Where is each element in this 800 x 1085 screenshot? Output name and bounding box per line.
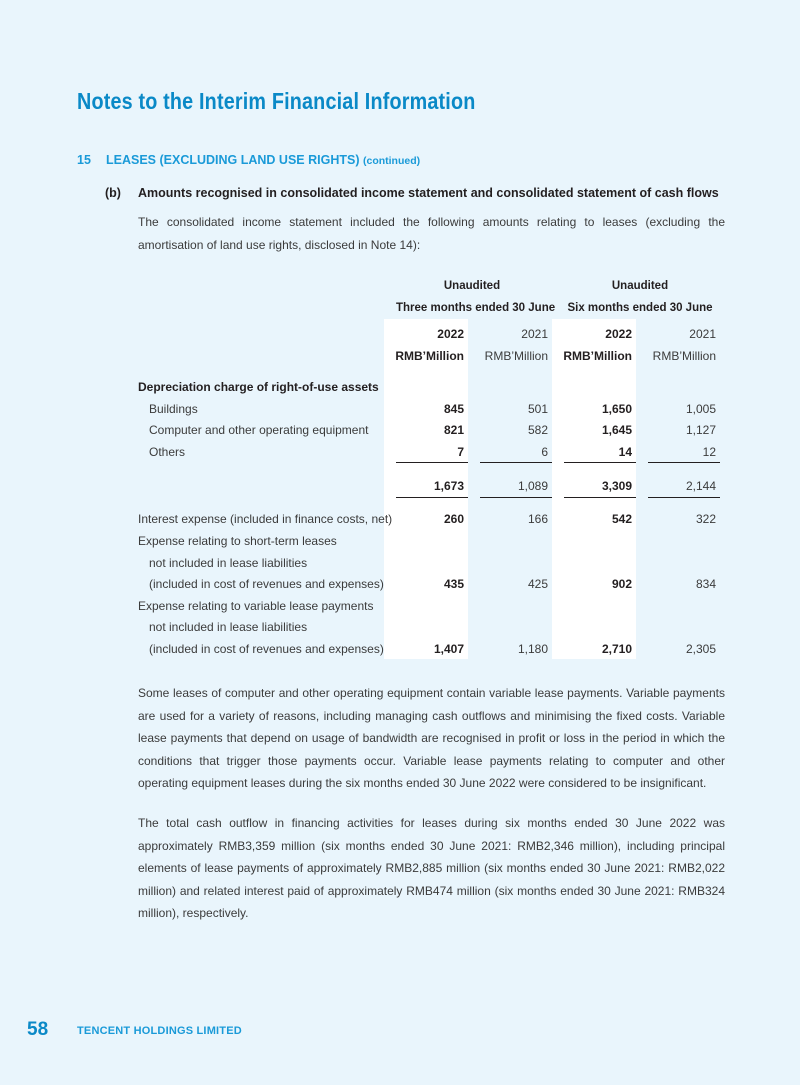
section-heading bbox=[77, 153, 420, 167]
subtotal-rule bbox=[564, 497, 636, 498]
table-cell: 425 bbox=[527, 577, 548, 591]
row-label: Computer and other operating equipment bbox=[149, 423, 369, 437]
column-year: 2021 bbox=[689, 327, 716, 341]
column-year: 2022 bbox=[437, 327, 464, 341]
table-cell: 1,005 bbox=[685, 402, 716, 416]
table-cell: 6 bbox=[541, 445, 548, 459]
table-cell: 166 bbox=[527, 512, 548, 526]
table-cell: 845 bbox=[443, 402, 464, 416]
table-cell: 1,127 bbox=[685, 423, 716, 437]
table-cell: 322 bbox=[695, 512, 716, 526]
group-period-header: Three months ended 30 June bbox=[396, 302, 556, 314]
table-cell: 12 bbox=[702, 445, 716, 459]
row-label: Expense relating to short-term leases bbox=[138, 534, 337, 548]
subtotal-rule bbox=[480, 497, 552, 498]
variable-payments-paragraph: Some leases of computer and other operating equipment contain variable lease payments. Variable payments are used for a variety of reasons, including managing cash outflows and minimising the fixed costs. Variable lease payments that depend on usage of bandwidth are recognised in profit or loss in the period in which the conditions that trigger those payments occur. Variable lease payments relating to computer and other operating equipment leases during the six months ended 30 June 2022 were considered to be insignificant. bbox=[138, 686, 725, 790]
table-cell: 1,650 bbox=[601, 402, 632, 416]
group-audit-header: Unaudited bbox=[611, 280, 669, 292]
table-cell: 1,407 bbox=[433, 642, 464, 656]
table-cell: 435 bbox=[443, 577, 464, 591]
row-label: Expense relating to variable lease payments bbox=[138, 599, 374, 613]
intro-paragraph: The consolidated income statement included the following amounts relating to leases (excluding the amortisation of land use rights, disclosed in Note 14): bbox=[138, 215, 725, 252]
group-audit-header: Unaudited bbox=[443, 280, 501, 292]
row-label: not included in lease liabilities bbox=[149, 620, 308, 634]
table-cell: 501 bbox=[527, 402, 548, 416]
row-label: (included in cost of revenues and expenses) bbox=[149, 577, 384, 591]
table-cell: 14 bbox=[618, 445, 632, 459]
column-unit: RMB’Million bbox=[484, 349, 548, 363]
footer-company-name: TENCENT HOLDINGS LIMITED bbox=[77, 1025, 242, 1037]
column-unit: RMB’Million bbox=[652, 349, 716, 363]
table-cell: 582 bbox=[527, 423, 548, 437]
table-cell: 7 bbox=[457, 445, 464, 459]
table-cell: 1,180 bbox=[517, 642, 548, 656]
table-cell: 834 bbox=[695, 577, 716, 591]
subsection-heading bbox=[105, 186, 719, 200]
section-title: LEASES (EXCLUDING LAND USE RIGHTS) bbox=[106, 153, 360, 167]
table-cell: 2,305 bbox=[685, 642, 716, 656]
table-cell: 542 bbox=[611, 512, 632, 526]
subsection-title: Amounts recognised in consolidated income statement and consolidated statement of cash flows bbox=[138, 186, 719, 200]
row-label: Interest expense (included in finance costs, net) bbox=[138, 512, 393, 526]
subtotal-cell: 2,144 bbox=[685, 479, 716, 493]
subtotal-cell: 1,089 bbox=[517, 479, 548, 493]
section-continued: (continued) bbox=[362, 155, 421, 167]
column-unit: RMB’Million bbox=[563, 349, 632, 363]
subsection-label: (b) bbox=[105, 186, 121, 200]
page-title: Notes to the Interim Financial Information bbox=[77, 88, 476, 114]
subtotal-rule bbox=[396, 462, 468, 463]
section-number: 15 bbox=[77, 153, 91, 167]
subtotal-cell: 3,309 bbox=[601, 479, 632, 493]
cash-outflow-paragraph: The total cash outflow in financing activities for leases during six months ended 30 June 2022 was approximately RMB3,359 million (six months ended 30 June 2021: RMB2,346 million), including principal elements of lease payments of approximately RMB2,885 million (six months ended 30 June 2021: RMB2,022 million) and related interest paid of approximately RMB474 million (six months ended 30 June 2021: RMB324 million), respectively. bbox=[138, 816, 725, 920]
table-cell: 1,645 bbox=[601, 423, 632, 437]
row-label: not included in lease liabilities bbox=[149, 556, 308, 570]
row-label: (included in cost of revenues and expenses) bbox=[149, 642, 384, 656]
subtotal-rule bbox=[396, 497, 468, 498]
row-label: Buildings bbox=[149, 402, 198, 416]
subtotal-rule bbox=[648, 462, 720, 463]
subtotal-rule bbox=[648, 497, 720, 498]
column-year: 2022 bbox=[605, 327, 632, 341]
row-label: Others bbox=[149, 445, 186, 459]
table-cell: 902 bbox=[611, 577, 632, 591]
row-label: Depreciation charge of right-of-use assets bbox=[138, 380, 379, 394]
subtotal-rule bbox=[564, 462, 636, 463]
group-period-header: Six months ended 30 June bbox=[567, 302, 713, 314]
column-unit: RMB’Million bbox=[395, 349, 464, 363]
table-cell: 821 bbox=[443, 423, 464, 437]
subtotal-cell: 1,673 bbox=[433, 479, 464, 493]
table-cell: 260 bbox=[443, 512, 464, 526]
subtotal-rule bbox=[480, 462, 552, 463]
page-number: 58 bbox=[27, 1019, 49, 1040]
table-cell: 2,710 bbox=[601, 642, 632, 656]
column-year: 2021 bbox=[521, 327, 548, 341]
